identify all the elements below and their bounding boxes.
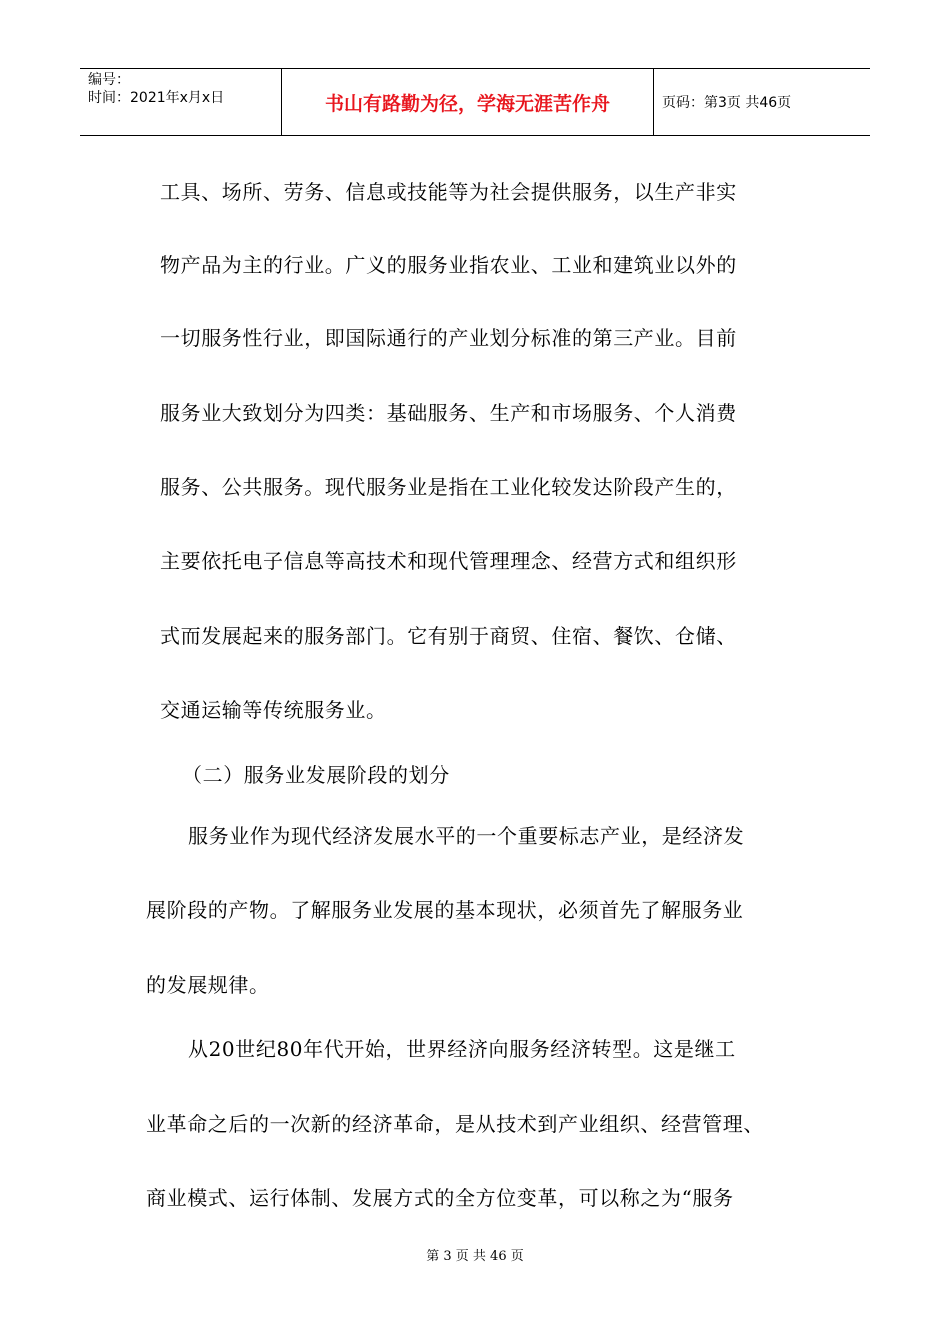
page-footer: 第 3 页 共 46 页	[426, 1249, 524, 1264]
text-line: 服务、公共服务。现代服务业是指在工业化较发达阶段产生的，	[160, 475, 737, 499]
text-line: 从20世纪80年代开始，世界经济向服务经济转型。这是继工	[188, 1037, 736, 1061]
text-line: 的发展规律。	[146, 973, 270, 997]
text-line: 服务业作为现代经济发展水平的一个重要标志产业，是经济发	[188, 824, 745, 848]
text-line: 工具、场所、劳务、信息或技能等为社会提供服务，以生产非实	[160, 180, 737, 204]
text-line: 服务业大致划分为四类：基础服务、生产和市场服务、个人消费	[160, 401, 737, 425]
page-header	[80, 68, 870, 136]
text-line: 交通运输等传统服务业。	[160, 698, 387, 722]
header-page-info: 页码：第3页 共46页	[662, 95, 792, 111]
header-motto: 书山有路勤为径，学海无涯苦作舟	[282, 69, 654, 135]
text-line: 式而发展起来的服务部门。它有别于商贸、住宿、餐饮、仓储、	[160, 624, 737, 648]
time-label: 时间：2021年x月x日	[88, 90, 225, 106]
text-line: 一切服务性行业，即国际通行的产业划分标准的第三产业。目前	[160, 326, 737, 350]
text-line: 主要依托电子信息等高技术和现代管理理念、经营方式和组织形	[160, 549, 737, 573]
header-meta	[80, 69, 282, 135]
serial-number-label: 编号：	[88, 72, 130, 88]
text-line: 业革命之后的一次新的经济革命，是从技术到产业组织、经营管理、	[146, 1112, 764, 1136]
text-line: 展阶段的产物。了解服务业发展的基本现状，必须首先了解服务业	[146, 898, 744, 922]
text-line: 商业模式、运行体制、发展方式的全方位变革，可以称之为“服务	[146, 1186, 734, 1210]
section-heading: （二）服务业发展阶段的划分	[182, 763, 450, 787]
text-line: 物产品为主的行业。广义的服务业指农业、工业和建筑业以外的	[160, 253, 737, 277]
